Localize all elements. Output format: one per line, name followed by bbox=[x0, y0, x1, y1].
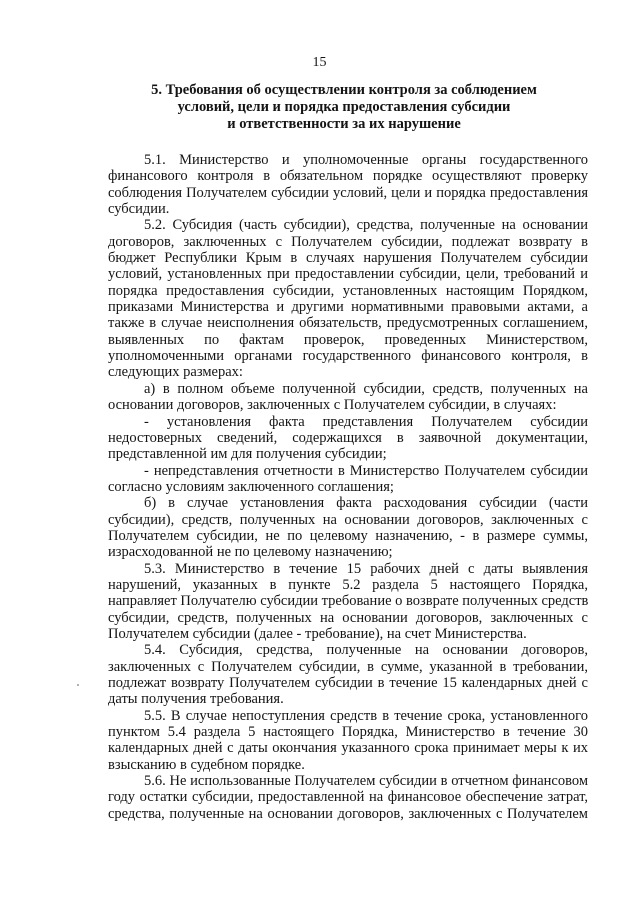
text-line: даты получения требования. bbox=[108, 691, 284, 708]
text-line: направляет Получателю субсидии требование о возврате полученных средств bbox=[108, 593, 589, 610]
page-number: 15 bbox=[312, 55, 327, 70]
text-line: 5.2. Субсидия (часть субсидии), средства, полученные на основании bbox=[144, 217, 588, 234]
text-line: б) в случае установления факта расходования субсидии (части bbox=[144, 495, 588, 512]
text-line: 5.3. Министерство в течение 15 рабочих дней с даты выявления bbox=[144, 560, 588, 577]
text-line: основании договоров, заключенных с Получателем субсидии, в случаях: bbox=[108, 397, 557, 414]
text-line: выявленных по фактам проверок, проведенных Министерством, bbox=[108, 331, 588, 348]
document-body bbox=[108, 152, 588, 822]
text-line: субсидии), средств, полученных на основании договоров, заключенных с bbox=[108, 511, 588, 528]
section-heading bbox=[108, 82, 580, 134]
text-line: средства, полученные на основании договоров, заключенных с Получателем bbox=[108, 805, 588, 822]
text-line: взысканию в судебном порядке. bbox=[108, 756, 305, 773]
text-line: финансового контроля в обязательном порядке осуществляют проверку bbox=[108, 168, 588, 185]
text-line: 5.1. Министерство и уполномоченные органы государственного bbox=[144, 152, 588, 168]
heading-line: условий, цели и порядка предоставления субсидии bbox=[177, 99, 511, 116]
text-line: году остатки субсидии, предоставленной на финансовое обеспечение затрат, bbox=[108, 789, 588, 806]
text-line: соблюдения Получателем субсидии условий, цели и порядка предоставления bbox=[108, 184, 588, 201]
text-line: приказами Министерства и другими нормативными правовыми актами, а bbox=[108, 299, 588, 316]
text-line: израсходованной не по целевому назначению; bbox=[108, 544, 393, 561]
heading-line: и ответственности за их нарушение bbox=[227, 116, 461, 133]
text-line: нарушений, указанных в пункте 5.2 раздела 5 настоящего Порядка, bbox=[108, 576, 588, 593]
text-line: уполномоченными органами государственного финансового контроля, в bbox=[108, 348, 588, 365]
text-line: 5.6. Не использованные Получателем субсидии в отчетном финансовом bbox=[144, 773, 588, 790]
text-line: Получателем субсидии, не по целевому назначению, - в размере суммы, bbox=[108, 527, 588, 544]
heading-line: 5. Требования об осуществлении контроля за соблюдением bbox=[151, 82, 537, 98]
text-line: недостоверных сведений, содержащихся в заявочной документации, bbox=[108, 429, 588, 446]
text-line: 5.4. Субсидия, средства, полученные на основании договоров, bbox=[144, 642, 588, 659]
text-line: договоров, заключенных с Получателем субсидии, подлежат возврату в bbox=[108, 233, 588, 250]
text-line: - установления факта представления Получателем субсидии bbox=[144, 413, 588, 430]
text-line: следующих размерах: bbox=[108, 364, 243, 381]
text-line: Получателем субсидии (далее - требование), на счет Министерства. bbox=[108, 625, 527, 642]
text-line: заключенных с Получателем субсидии, в сумме, указанной в требовании, bbox=[108, 658, 588, 675]
text-line: а) в полном объеме полученной субсидии, средств, полученных на bbox=[144, 380, 588, 397]
text-line: также в случае неисполнения обязательств, предусмотренных соглашением, bbox=[108, 315, 588, 332]
text-line: пунктом 5.4 раздела 5 настоящего Порядка, Министерство в течение 30 bbox=[108, 724, 588, 741]
text-line: субсидии. bbox=[108, 201, 170, 218]
text-line: бюджет Республики Крым в случаях нарушения Получателем субсидии bbox=[108, 250, 588, 267]
text-line: - непредставления отчетности в Министерство Получателем субсидии bbox=[144, 462, 588, 479]
text-line: субсидии, средств, полученных на основании договоров, заключенных с bbox=[108, 609, 588, 626]
text-line: 5.5. В случае непоступления средств в течение срока, установленного bbox=[144, 707, 588, 724]
text-line: порядка предоставления субсидии, установленных настоящим Порядком, bbox=[108, 282, 588, 299]
text-line: подлежат возврату Получателем субсидии в течение 15 календарных дней с bbox=[108, 675, 588, 691]
text-line: условий, установленных при предоставлении субсидии, цели, требований и bbox=[108, 266, 588, 283]
text-line: календарных дней с даты окончания указанного срока принимает меры к их bbox=[108, 740, 588, 757]
scan-speck bbox=[77, 684, 79, 686]
text-line: согласно условиям заключенного соглашения; bbox=[108, 478, 394, 495]
text-line: представленной им для получения субсидии; bbox=[108, 446, 387, 463]
